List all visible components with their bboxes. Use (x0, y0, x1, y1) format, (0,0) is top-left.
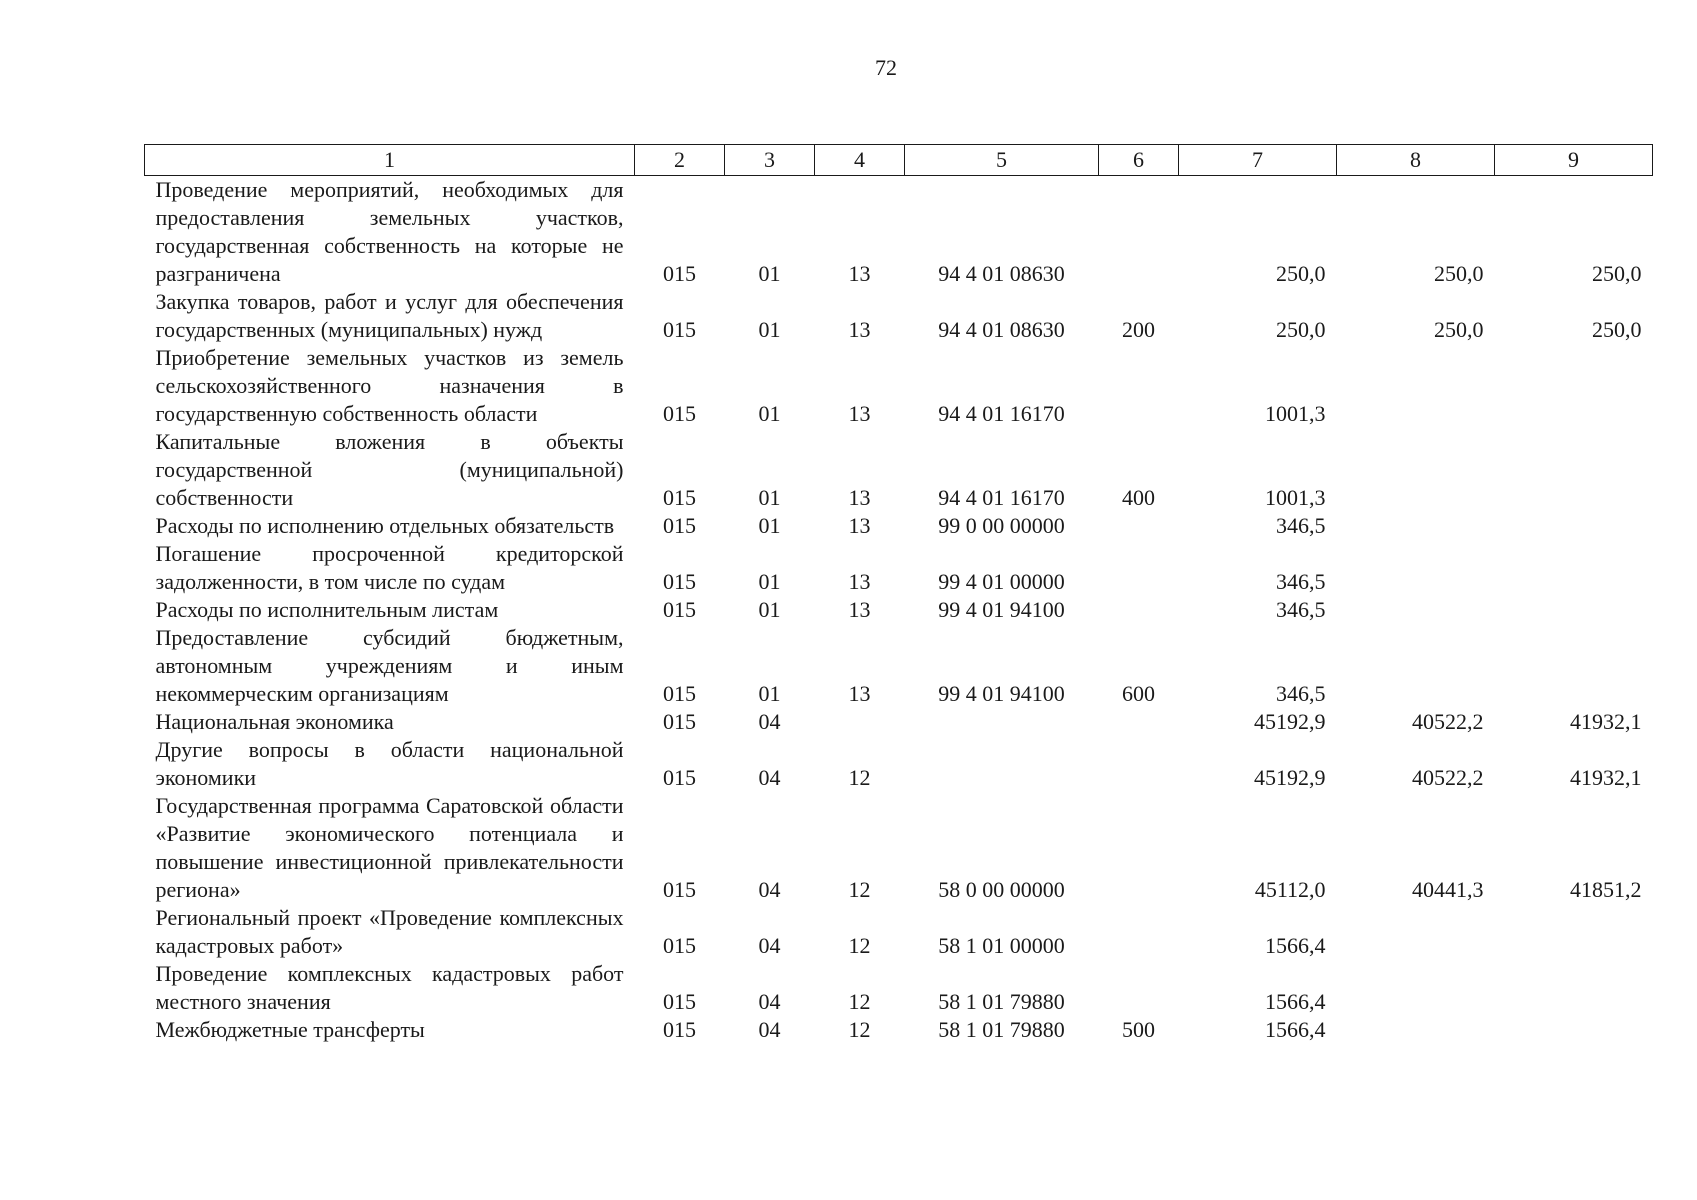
subsection-code: 12 (848, 877, 871, 902)
row-name: Расходы по исполнению отдельных обязательств (155, 513, 615, 538)
amount-col-9 (1495, 904, 1653, 960)
amount-col-7: 346,5 (1276, 597, 1326, 622)
section-code: 01 (758, 513, 781, 538)
subsection-code: 13 (848, 513, 871, 538)
amount-col-9 (1495, 1016, 1653, 1044)
column-header-2: 2 (635, 145, 725, 176)
budget-table (144, 144, 1653, 1044)
amount-col-9 (1495, 596, 1653, 624)
table-row (145, 736, 1653, 792)
section-code: 01 (758, 597, 781, 622)
expense-type: 500 (1122, 1017, 1155, 1042)
section-code: 01 (758, 261, 781, 286)
amount-col-9 (1495, 428, 1653, 512)
amount-col-8 (1337, 904, 1495, 960)
expense-type (1099, 512, 1179, 540)
expense-type (1099, 540, 1179, 596)
amount-col-9 (1495, 960, 1653, 1016)
chapter-code: 015 (663, 989, 696, 1014)
column-header-9: 9 (1495, 145, 1653, 176)
target-article: 58 1 01 79880 (938, 989, 1065, 1014)
section-code: 04 (758, 989, 781, 1014)
target-article: 58 1 01 79880 (938, 1017, 1065, 1042)
subsection-code (815, 708, 905, 736)
column-header-1: 1 (145, 145, 635, 176)
row-name: Межбюджетные трансферты (155, 1017, 425, 1042)
section-code: 04 (758, 1017, 781, 1042)
row-name: Проведение мероприятий, необходимых для предоставления земельных участков, государственная собственность на которые не разграничена (155, 177, 624, 286)
section-code: 01 (758, 681, 781, 706)
subsection-code: 13 (848, 401, 871, 426)
chapter-code: 015 (663, 261, 696, 286)
row-name: Капитальные вложения в объекты государственной (муниципальной) собственности (155, 429, 624, 510)
amount-col-9: 41932,1 (1570, 765, 1642, 790)
subsection-code: 13 (848, 485, 871, 510)
expense-type: 400 (1122, 485, 1155, 510)
chapter-code: 015 (663, 485, 696, 510)
amount-col-7: 346,5 (1276, 681, 1326, 706)
table-row (145, 512, 1653, 540)
row-name: Другие вопросы в области национальной экономики (155, 737, 624, 790)
column-header-5: 5 (905, 145, 1099, 176)
subsection-code: 13 (848, 569, 871, 594)
target-article: 94 4 01 16170 (938, 401, 1065, 426)
amount-col-8: 40441,3 (1412, 877, 1484, 902)
chapter-code: 015 (663, 933, 696, 958)
expense-type (1099, 736, 1179, 792)
target-article: 99 4 01 94100 (938, 597, 1065, 622)
section-code: 01 (758, 401, 781, 426)
column-header-6: 6 (1099, 145, 1179, 176)
amount-col-9: 41932,1 (1570, 709, 1642, 734)
table-body (145, 176, 1653, 1045)
section-code: 01 (758, 317, 781, 342)
expense-type (1099, 176, 1179, 289)
table-row (145, 540, 1653, 596)
section-code: 01 (758, 485, 781, 510)
amount-col-9 (1495, 624, 1653, 708)
column-header-3: 3 (725, 145, 815, 176)
subsection-code: 12 (848, 765, 871, 790)
target-article: 99 4 01 94100 (938, 681, 1065, 706)
subsection-code: 13 (848, 681, 871, 706)
amount-col-9 (1495, 344, 1653, 428)
amount-col-9: 250,0 (1592, 317, 1642, 342)
target-article: 58 0 00 00000 (938, 877, 1065, 902)
amount-col-8 (1337, 1016, 1495, 1044)
chapter-code: 015 (663, 569, 696, 594)
expense-type (1099, 708, 1179, 736)
target-article: 94 4 01 08630 (938, 317, 1065, 342)
row-name: Проведение комплексных кадастровых работ местного значения (155, 961, 624, 1014)
expense-type (1099, 596, 1179, 624)
row-name: Региональный проект «Проведение комплексных кадастровых работ» (155, 905, 624, 958)
amount-col-8 (1337, 540, 1495, 596)
amount-col-7: 45192,9 (1254, 709, 1326, 734)
table-row (145, 596, 1653, 624)
table-row (145, 176, 1653, 289)
amount-col-9: 41851,2 (1570, 877, 1642, 902)
amount-col-8 (1337, 344, 1495, 428)
amount-col-7: 45112,0 (1254, 877, 1326, 902)
table-row (145, 792, 1653, 904)
expense-type (1099, 904, 1179, 960)
section-code: 04 (758, 933, 781, 958)
amount-col-7: 346,5 (1276, 513, 1326, 538)
chapter-code: 015 (663, 317, 696, 342)
target-article: 94 4 01 08630 (938, 261, 1065, 286)
amount-col-8: 40522,2 (1412, 709, 1484, 734)
column-header-4: 4 (815, 145, 905, 176)
subsection-code: 13 (848, 261, 871, 286)
chapter-code: 015 (663, 513, 696, 538)
target-article: 99 0 00 00000 (938, 513, 1065, 538)
expense-type: 200 (1122, 317, 1155, 342)
subsection-code: 12 (848, 989, 871, 1014)
table-row (145, 904, 1653, 960)
table-row (145, 288, 1653, 344)
amount-col-8 (1337, 428, 1495, 512)
chapter-code: 015 (663, 681, 696, 706)
row-name: Погашение просроченной кредиторской задолженности, в том числе по судам (155, 541, 624, 594)
target-article: 94 4 01 16170 (938, 485, 1065, 510)
amount-col-8: 250,0 (1434, 261, 1484, 286)
expense-type (1099, 960, 1179, 1016)
chapter-code: 015 (663, 1017, 696, 1042)
amount-col-7: 1001,3 (1265, 401, 1326, 426)
subsection-code: 13 (848, 317, 871, 342)
chapter-code: 015 (663, 597, 696, 622)
amount-col-8 (1337, 596, 1495, 624)
amount-col-8 (1337, 960, 1495, 1016)
row-name: Приобретение земельных участков из земель сельскохозяйственного назначения в государственную собственность области (155, 345, 624, 426)
amount-col-9 (1495, 512, 1653, 540)
chapter-code: 015 (663, 709, 696, 734)
amount-col-9: 250,0 (1592, 261, 1642, 286)
amount-col-7: 346,5 (1276, 569, 1326, 594)
target-article (905, 736, 1099, 792)
amount-col-7: 1566,4 (1265, 989, 1326, 1014)
column-header-7: 7 (1179, 145, 1337, 176)
amount-col-7: 250,0 (1276, 261, 1326, 286)
header-row (145, 145, 1653, 176)
amount-col-7: 45192,9 (1254, 765, 1326, 790)
expense-type: 600 (1122, 681, 1155, 706)
table-row (145, 960, 1653, 1016)
table-row (145, 624, 1653, 708)
amount-col-8 (1337, 624, 1495, 708)
table-row (145, 344, 1653, 428)
row-name: Национальная экономика (155, 709, 394, 734)
section-code: 01 (758, 569, 781, 594)
row-name: Расходы по исполнительным листам (155, 597, 499, 622)
page-number: 72 (875, 55, 897, 80)
subsection-code: 12 (848, 1017, 871, 1042)
target-article: 58 1 01 00000 (938, 933, 1065, 958)
amount-col-7: 1001,3 (1265, 485, 1326, 510)
row-name: Государственная программа Саратовской области «Развитие экономического потенциала и повышение инвестиционной привлекательности региона» (155, 793, 624, 902)
chapter-code: 015 (663, 765, 696, 790)
subsection-code: 13 (848, 597, 871, 622)
amount-col-7: 250,0 (1276, 317, 1326, 342)
chapter-code: 015 (663, 877, 696, 902)
section-code: 04 (758, 709, 781, 734)
subsection-code: 12 (848, 933, 871, 958)
target-article (905, 708, 1099, 736)
column-header-8: 8 (1337, 145, 1495, 176)
amount-col-7: 1566,4 (1265, 1017, 1326, 1042)
amount-col-7: 1566,4 (1265, 933, 1326, 958)
amount-col-8 (1337, 512, 1495, 540)
amount-col-9 (1495, 540, 1653, 596)
table-row (145, 708, 1653, 736)
row-name: Закупка товаров, работ и услуг для обеспечения государственных (муниципальных) нужд (155, 289, 624, 342)
table-header (145, 145, 1653, 176)
chapter-code: 015 (663, 401, 696, 426)
expense-type (1099, 344, 1179, 428)
table-row (145, 1016, 1653, 1044)
expense-type (1099, 792, 1179, 904)
table-row (145, 428, 1653, 512)
section-code: 04 (758, 765, 781, 790)
amount-col-8: 40522,2 (1412, 765, 1484, 790)
amount-col-8: 250,0 (1434, 317, 1484, 342)
row-name: Предоставление субсидий бюджетным, автономным учреждениям и иным некоммерческим организациям (155, 625, 624, 706)
target-article: 99 4 01 00000 (938, 569, 1065, 594)
section-code: 04 (758, 877, 781, 902)
